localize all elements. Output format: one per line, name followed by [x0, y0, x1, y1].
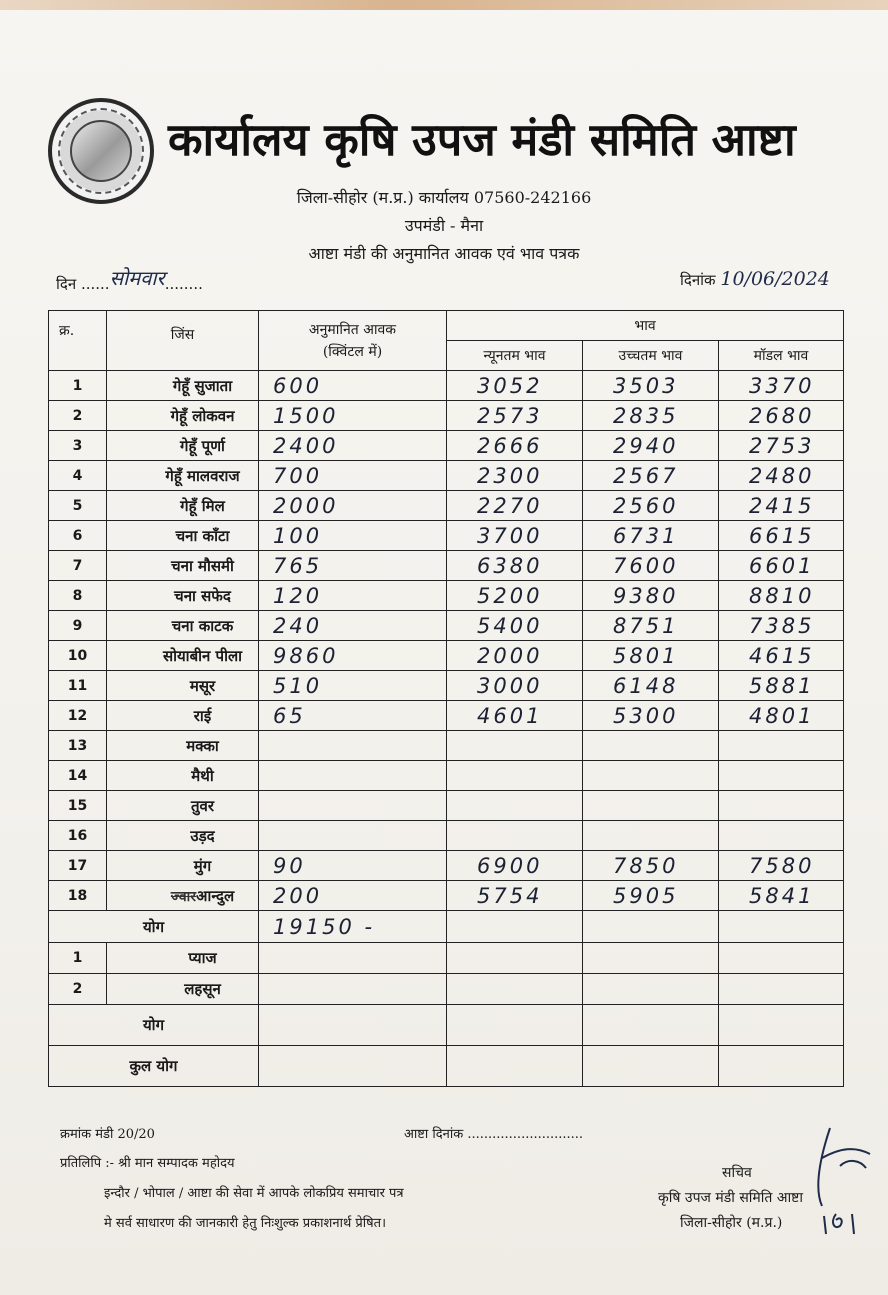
arrival-qty: 9860 — [259, 641, 447, 671]
serial-number: 1 — [49, 371, 107, 401]
header-commodity: जिंस — [107, 311, 259, 371]
copy-line2: मे सर्व साधारण की जानकारी हेतु निःशुल्क प्रकाशनार्थ प्रेषित। — [104, 1216, 386, 1231]
table-row — [49, 431, 844, 461]
table-row — [49, 701, 844, 731]
commodity-name: तुवर — [107, 791, 259, 821]
modal-price — [719, 821, 844, 851]
arrival-qty — [259, 731, 447, 761]
commodity-name — [107, 881, 259, 911]
commodity-name: मैथी — [107, 761, 259, 791]
table-row — [49, 943, 844, 974]
table-row — [49, 611, 844, 641]
max-price: 7850 — [583, 851, 719, 881]
table-row — [49, 401, 844, 431]
modal-price: 2680 — [719, 401, 844, 431]
serial-number: 2 — [49, 401, 107, 431]
signatory-title: सचिव — [722, 1165, 752, 1181]
serial-number: 18 — [49, 881, 107, 911]
modal-price — [719, 731, 844, 761]
min-price: 2270 — [447, 491, 583, 521]
table-row — [49, 371, 844, 401]
max-price: 3503 — [583, 371, 719, 401]
min-price — [447, 731, 583, 761]
struck-name: ज्वार — [170, 888, 197, 905]
arrival-qty: 240 — [259, 611, 447, 641]
signatory-district: जिला-सीहोर (म.प्र.) — [680, 1215, 783, 1231]
serial-number: 5 — [49, 491, 107, 521]
signature-mark — [800, 1118, 880, 1238]
serial-number: 2 — [49, 974, 107, 1005]
header-arrival-line1: अनुमानित आवक — [308, 321, 397, 338]
serial-number: 15 — [49, 791, 107, 821]
modal-price: 6601 — [719, 551, 844, 581]
modal-price: 2753 — [719, 431, 844, 461]
modal-price: 4615 — [719, 641, 844, 671]
max-price — [583, 821, 719, 851]
signature-stroke — [818, 1128, 870, 1234]
max-price: 5300 — [583, 701, 719, 731]
arrival-qty: 200 — [259, 881, 447, 911]
table-row — [49, 521, 844, 551]
header-sn: क्र. — [49, 311, 107, 371]
max-price: 5905 — [583, 881, 719, 911]
modal-price: 2415 — [719, 491, 844, 521]
min-price: 5400 — [447, 611, 583, 641]
serial-number: 1 — [49, 943, 107, 974]
grand-total-label: कुल योग — [49, 1046, 259, 1087]
max-price: 9380 — [583, 581, 719, 611]
min-price: 6900 — [447, 851, 583, 881]
max-price: 6148 — [583, 671, 719, 701]
signatory-office: कृषि उपज मंडी समिति आष्टा — [658, 1190, 803, 1206]
serial-number: 6 — [49, 521, 107, 551]
modal-price: 6615 — [719, 521, 844, 551]
min-price: 5200 — [447, 581, 583, 611]
ashta-date: आष्टा दिनांक ............................ — [404, 1127, 584, 1142]
min-price — [447, 761, 583, 791]
max-price — [583, 761, 719, 791]
table-row — [49, 551, 844, 581]
date-field — [680, 268, 830, 290]
modal-price: 4801 — [719, 701, 844, 731]
arrival-qty: 2000 — [259, 491, 447, 521]
max-price — [583, 791, 719, 821]
header-arrival — [259, 311, 447, 371]
arrival-qty — [259, 791, 447, 821]
table-row — [49, 731, 844, 761]
copy-line1: इन्दौर / भोपाल / आष्टा की सेवा में आपके लोकप्रिय समाचार पत्र — [104, 1186, 404, 1201]
header-arrival-line2: (क्विंटल में) — [322, 343, 383, 360]
total-qty: 19150 - — [259, 911, 447, 943]
min-price: 5754 — [447, 881, 583, 911]
table-row — [49, 881, 844, 911]
serial-number: 11 — [49, 671, 107, 701]
max-price: 2560 — [583, 491, 719, 521]
arrival-qty: 100 — [259, 521, 447, 551]
min-price: 2666 — [447, 431, 583, 461]
table-row — [49, 671, 844, 701]
table-row — [49, 641, 844, 671]
serial-number: 14 — [49, 761, 107, 791]
table-row — [49, 761, 844, 791]
max-price: 2567 — [583, 461, 719, 491]
modal-price — [719, 791, 844, 821]
max-price: 5801 — [583, 641, 719, 671]
max-price: 8751 — [583, 611, 719, 641]
serial-number: 10 — [49, 641, 107, 671]
commodity-name: मक्का — [107, 731, 259, 761]
serial-number: 7 — [49, 551, 107, 581]
min-price: 3700 — [447, 521, 583, 551]
modal-price: 8810 — [719, 581, 844, 611]
serial-number: 13 — [49, 731, 107, 761]
date-value: 10/06/2024 — [720, 268, 830, 290]
min-price — [447, 821, 583, 851]
commodity-name: मसूर — [107, 671, 259, 701]
arrival-qty: 65 — [259, 701, 447, 731]
max-price: 7600 — [583, 551, 719, 581]
office-title: कार्यालय कृषि उपज मंडी समिति आष्टा — [168, 113, 796, 166]
ref-number: क्रमांक मंडी 20/20 — [60, 1127, 155, 1142]
sheet-title: आष्टा मंडी की अनुमानित आवक एवं भाव पत्रक — [308, 244, 580, 263]
date-label: दिनांक — [680, 271, 716, 289]
max-price: 2940 — [583, 431, 719, 461]
arrival-qty: 700 — [259, 461, 447, 491]
commodity-name: उड़द — [107, 821, 259, 851]
max-price: 6731 — [583, 521, 719, 551]
serial-number: 16 — [49, 821, 107, 851]
day-field: दिन ......सोमवार........ — [56, 266, 203, 293]
vegetable-rows — [49, 943, 844, 1005]
table-row — [49, 974, 844, 1005]
day-label: दिन — [56, 275, 77, 293]
table-row — [49, 461, 844, 491]
serial-number: 8 — [49, 581, 107, 611]
modal-price: 7580 — [719, 851, 844, 881]
arrival-qty — [259, 761, 447, 791]
arrival-qty: 1500 — [259, 401, 447, 431]
seal-emblem — [70, 120, 132, 182]
arrival-qty — [259, 821, 447, 851]
rates-table — [48, 310, 844, 1087]
copy-to: प्रतिलिपि :- श्री मान सम्पादक महोदय — [60, 1156, 235, 1171]
header-price: भाव — [447, 311, 844, 341]
arrival-qty: 90 — [259, 851, 447, 881]
min-price: 2000 — [447, 641, 583, 671]
commodity-name-corrected: आन्दुल — [196, 886, 235, 905]
min-price: 3000 — [447, 671, 583, 701]
commodity-name: चना मौसमी — [107, 551, 259, 581]
arrival-qty: 765 — [259, 551, 447, 581]
commodity-name: लहसून — [107, 974, 259, 1005]
modal-price: 3370 — [719, 371, 844, 401]
min-price: 4601 — [447, 701, 583, 731]
header-modal: मॉडल भाव — [719, 341, 844, 371]
table-row — [49, 851, 844, 881]
arrival-qty: 120 — [259, 581, 447, 611]
commodity-name: राई — [107, 701, 259, 731]
commodity-name: चना काटक — [107, 611, 259, 641]
max-price: 2835 — [583, 401, 719, 431]
max-price — [583, 731, 719, 761]
min-price: 3052 — [447, 371, 583, 401]
submandi-line: उपमंडी - मैना — [404, 216, 484, 235]
min-price — [447, 791, 583, 821]
top-edge — [0, 0, 888, 10]
arrival-qty: 510 — [259, 671, 447, 701]
serial-number: 3 — [49, 431, 107, 461]
table-row — [49, 791, 844, 821]
commodity-name: गेहूँ मालवराज — [107, 461, 259, 491]
min-price: 6380 — [447, 551, 583, 581]
commodity-name: गेहूँ मिल — [107, 491, 259, 521]
min-price: 2300 — [447, 461, 583, 491]
commodity-name: सोयाबीन पीला — [107, 641, 259, 671]
serial-number: 9 — [49, 611, 107, 641]
district-line: जिला-सीहोर (म.प्र.) कार्यालय 07560-242166 — [296, 188, 592, 207]
commodity-name: चना काँटा — [107, 521, 259, 551]
header-max: उच्चतम भाव — [583, 341, 719, 371]
modal-price: 7385 — [719, 611, 844, 641]
serial-number: 17 — [49, 851, 107, 881]
commodity-name: गेहूँ सुजाता — [107, 371, 259, 401]
total2-label: योग — [49, 1005, 259, 1046]
commodity-rows — [49, 371, 844, 911]
table-row — [49, 821, 844, 851]
table-row — [49, 581, 844, 611]
modal-price: 5881 — [719, 671, 844, 701]
min-price: 2573 — [447, 401, 583, 431]
commodity-name: प्याज — [107, 943, 259, 974]
commodity-name: गेहूँ पूर्णा — [107, 431, 259, 461]
modal-price: 2480 — [719, 461, 844, 491]
header-min: न्यूनतम भाव — [447, 341, 583, 371]
modal-price: 5841 — [719, 881, 844, 911]
day-value: सोमवार — [109, 266, 165, 290]
arrival-qty: 2400 — [259, 431, 447, 461]
serial-number: 12 — [49, 701, 107, 731]
modal-price — [719, 761, 844, 791]
commodity-name: चना सफेद — [107, 581, 259, 611]
arrival-qty: 600 — [259, 371, 447, 401]
commodity-name: गेहूँ लोकवन — [107, 401, 259, 431]
serial-number: 4 — [49, 461, 107, 491]
commodity-name: मुंग — [107, 851, 259, 881]
total-label: योग — [49, 911, 259, 943]
table-row — [49, 491, 844, 521]
